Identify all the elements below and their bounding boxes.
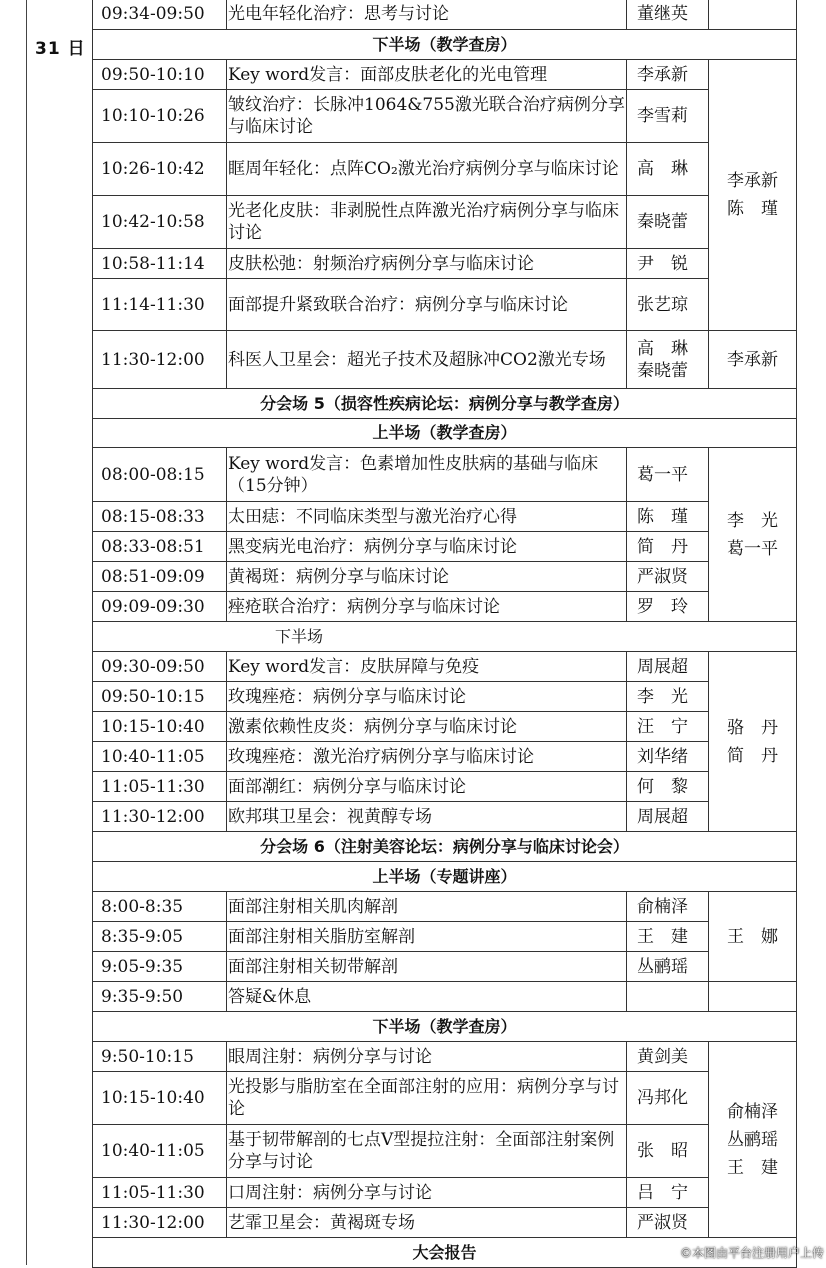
day-label: 31 日 — [35, 39, 86, 59]
topic-cell: 艺霏卫星会：黄褐斑专场 — [227, 1208, 627, 1238]
schedule-row — [93, 331, 797, 389]
topic-cell: 面部注射相关脂肪室解剖 — [227, 922, 627, 952]
section-header: 分会场 6（注射美容论坛：病例分享与临床讨论会） — [93, 832, 797, 862]
topic-cell: 基于韧带解剖的七点V型提拉注射：全面部注射案例分享与讨论 — [227, 1125, 627, 1178]
speaker-cell: 张艺琼 — [627, 279, 709, 331]
schedule-row — [93, 802, 797, 832]
schedule-row — [93, 249, 797, 279]
section-header-row — [93, 862, 797, 892]
schedule-row — [93, 532, 797, 562]
speaker-cell: 李承新 — [627, 60, 709, 90]
topic-cell: 口周注射：病例分享与讨论 — [227, 1178, 627, 1208]
topic-cell: 科医人卫星会：超光子技术及超脉冲CO2激光专场 — [227, 331, 627, 389]
section-header-row — [93, 622, 797, 652]
time-cell: 11:05-11:30 — [93, 1178, 227, 1208]
speaker-cell: 秦晓蕾 — [627, 196, 709, 249]
schedule-row — [93, 502, 797, 532]
moderator-name: 李 光 — [727, 510, 778, 531]
schedule-row — [93, 90, 797, 143]
schedule-row — [93, 772, 797, 802]
topic-cell: 痤疮联合治疗：病例分享与临床讨论 — [227, 592, 627, 622]
schedule-row — [93, 592, 797, 622]
schedule-row — [93, 60, 797, 90]
topic-cell: 面部注射相关韧带解剖 — [227, 952, 627, 982]
topic-cell: 面部提升紧致联合治疗：病例分享与临床讨论 — [227, 279, 627, 331]
speaker-cell: 刘华绪 — [627, 742, 709, 772]
section-header-row — [93, 30, 797, 60]
time-cell: 08:15-08:33 — [93, 502, 227, 532]
topic-cell: 光投影与脂肪室在全面部注射的应用：病例分享与讨论 — [227, 1072, 627, 1125]
time-cell: 8:00-8:35 — [93, 892, 227, 922]
speaker-cell — [627, 331, 709, 389]
moderator-cell: 李承新 — [709, 331, 797, 389]
time-cell: 11:30-12:00 — [93, 802, 227, 832]
time-cell: 9:50-10:15 — [93, 1042, 227, 1072]
time-cell: 10:26-10:42 — [93, 143, 227, 196]
day-column-border — [26, 0, 27, 1265]
speaker-cell: 严淑贤 — [627, 562, 709, 592]
speaker-cell: 何 黎 — [627, 772, 709, 802]
topic-cell: 玫瑰痤疮：病例分享与临床讨论 — [227, 682, 627, 712]
schedule-row — [93, 682, 797, 712]
section-header: 上半场（专题讲座） — [93, 862, 797, 892]
time-cell: 08:33-08:51 — [93, 532, 227, 562]
topic-cell: 答疑&休息 — [227, 982, 627, 1012]
section-header-row — [93, 832, 797, 862]
schedule-row — [93, 742, 797, 772]
speaker-cell: 冯邦化 — [627, 1072, 709, 1125]
topic-cell: 面部潮红：病例分享与临床讨论 — [227, 772, 627, 802]
schedule-row — [93, 143, 797, 196]
section-header: 下半场 — [93, 622, 797, 652]
section-header: 下半场（教学查房） — [93, 30, 797, 60]
time-cell: 09:30-09:50 — [93, 652, 227, 682]
time-cell: 09:50-10:15 — [93, 682, 227, 712]
section-header: 大会报告 — [93, 1238, 797, 1268]
topic-cell: Key word发言：皮肤屏障与免疫 — [227, 652, 627, 682]
speaker-cell: 吕 宁 — [627, 1178, 709, 1208]
speaker-cell: 李 光 — [627, 682, 709, 712]
speaker-name: 高 琳 — [637, 338, 688, 359]
topic-cell: 太田痣：不同临床类型与激光治疗心得 — [227, 502, 627, 532]
topic-cell: 皮肤松弛：射频治疗病例分享与临床讨论 — [227, 249, 627, 279]
time-cell: 9:35-9:50 — [93, 982, 227, 1012]
schedule-row — [93, 279, 797, 331]
topic-cell: Key word发言：面部皮肤老化的光电管理 — [227, 60, 627, 90]
section-header-row — [93, 419, 797, 448]
speaker-cell — [627, 982, 709, 1012]
time-cell: 10:15-10:40 — [93, 712, 227, 742]
speaker-cell: 严淑贤 — [627, 1208, 709, 1238]
moderator-name: 李承新 — [727, 171, 778, 191]
schedule-row — [93, 652, 797, 682]
section-header: 分会场 5（损容性疾病论坛：病例分享与教学查房） — [93, 389, 797, 419]
moderator-cell — [709, 982, 797, 1012]
speaker-cell: 陈 瑾 — [627, 502, 709, 532]
schedule-row — [93, 892, 797, 922]
speaker-cell: 丛鹂瑶 — [627, 952, 709, 982]
moderator-name: 陈 瑾 — [727, 199, 778, 219]
speaker-cell: 王 建 — [627, 922, 709, 952]
moderator-cell: 王 娜 — [709, 892, 797, 982]
time-cell: 10:15-10:40 — [93, 1072, 227, 1125]
schedule-row — [93, 982, 797, 1012]
speaker-cell: 汪 宁 — [627, 712, 709, 742]
moderator-cell — [709, 60, 797, 331]
time-cell: 11:30-12:00 — [93, 1208, 227, 1238]
schedule-table — [92, 0, 797, 1268]
topic-cell: 面部注射相关肌肉解剖 — [227, 892, 627, 922]
time-cell: 10:40-11:05 — [93, 742, 227, 772]
topic-cell: Key word发言：色素增加性皮肤病的基础与临床（15分钟） — [227, 448, 627, 502]
topic-cell: 光电年轻化治疗：思考与讨论 — [227, 0, 627, 30]
moderator-cell — [709, 0, 797, 30]
section-header: 上半场（教学查房） — [93, 419, 797, 448]
schedule-row — [93, 1208, 797, 1238]
time-cell: 08:51-09:09 — [93, 562, 227, 592]
schedule-row — [93, 952, 797, 982]
schedule-row — [93, 922, 797, 952]
speaker-cell: 周展超 — [627, 652, 709, 682]
schedule-row — [93, 1125, 797, 1178]
topic-cell: 皱纹治疗：长脉冲1064&755激光联合治疗病例分享与临床讨论 — [227, 90, 627, 143]
speaker-cell: 李雪莉 — [627, 90, 709, 143]
time-cell: 09:34-09:50 — [93, 0, 227, 30]
schedule-row — [93, 562, 797, 592]
speaker-cell: 周展超 — [627, 802, 709, 832]
topic-cell: 黄褐斑：病例分享与临床讨论 — [227, 562, 627, 592]
schedule-row — [93, 1178, 797, 1208]
topic-cell: 欧邦琪卫星会：视黄醇专场 — [227, 802, 627, 832]
schedule-row — [93, 712, 797, 742]
moderator-cell — [709, 448, 797, 622]
schedule-row — [93, 1072, 797, 1125]
topic-cell: 光老化皮肤：非剥脱性点阵激光治疗病例分享与临床讨论 — [227, 196, 627, 249]
time-cell: 10:42-10:58 — [93, 196, 227, 249]
section-header-row — [93, 1012, 797, 1042]
section-header-row — [93, 389, 797, 419]
moderator-name: 简 丹 — [727, 745, 778, 766]
moderator-name: 骆 丹 — [727, 717, 778, 738]
section-header: 下半场（教学查房） — [93, 1012, 797, 1042]
topic-cell: 眼周注射：病例分享与讨论 — [227, 1042, 627, 1072]
time-cell: 11:14-11:30 — [93, 279, 227, 331]
moderator-name: 俞楠泽 — [727, 1101, 778, 1122]
speaker-cell: 罗 玲 — [627, 592, 709, 622]
time-cell: 08:00-08:15 — [93, 448, 227, 502]
schedule-row — [93, 196, 797, 249]
moderator-cell — [709, 652, 797, 832]
time-cell: 10:58-11:14 — [93, 249, 227, 279]
time-cell: 11:30-12:00 — [93, 331, 227, 389]
topic-cell: 激素依赖性皮炎：病例分享与临床讨论 — [227, 712, 627, 742]
time-cell: 9:05-9:35 — [93, 952, 227, 982]
speaker-cell: 董继英 — [627, 0, 709, 30]
speaker-cell: 简 丹 — [627, 532, 709, 562]
day-column — [0, 0, 92, 1265]
schedule-row — [93, 448, 797, 502]
moderator-name: 丛鹂瑶 — [727, 1129, 778, 1150]
time-cell: 09:50-10:10 — [93, 60, 227, 90]
speaker-name: 秦晓蕾 — [637, 360, 688, 381]
time-cell: 09:09-09:30 — [93, 592, 227, 622]
topic-cell: 黑变病光电治疗：病例分享与临床讨论 — [227, 532, 627, 562]
time-cell: 10:40-11:05 — [93, 1125, 227, 1178]
moderator-name: 葛一平 — [727, 538, 778, 559]
moderator-name: 王 建 — [727, 1157, 778, 1178]
speaker-cell: 高 琳 — [627, 143, 709, 196]
time-cell: 11:05-11:30 — [93, 772, 227, 802]
topic-cell: 玫瑰痤疮：激光治疗病例分享与临床讨论 — [227, 742, 627, 772]
schedule-row — [93, 0, 797, 30]
schedule-row — [93, 1042, 797, 1072]
speaker-cell: 黄剑美 — [627, 1042, 709, 1072]
topic-cell: 眶周年轻化：点阵CO₂激光治疗病例分享与临床讨论 — [227, 143, 627, 196]
moderator-cell — [709, 1042, 797, 1238]
time-cell: 10:10-10:26 — [93, 90, 227, 143]
speaker-cell: 尹 锐 — [627, 249, 709, 279]
time-cell: 8:35-9:05 — [93, 922, 227, 952]
speaker-cell: 葛一平 — [627, 448, 709, 502]
speaker-cell: 俞楠泽 — [627, 892, 709, 922]
watermark: ©本图由平台注册用户上传 — [679, 1246, 824, 1260]
speaker-cell: 张 昭 — [627, 1125, 709, 1178]
